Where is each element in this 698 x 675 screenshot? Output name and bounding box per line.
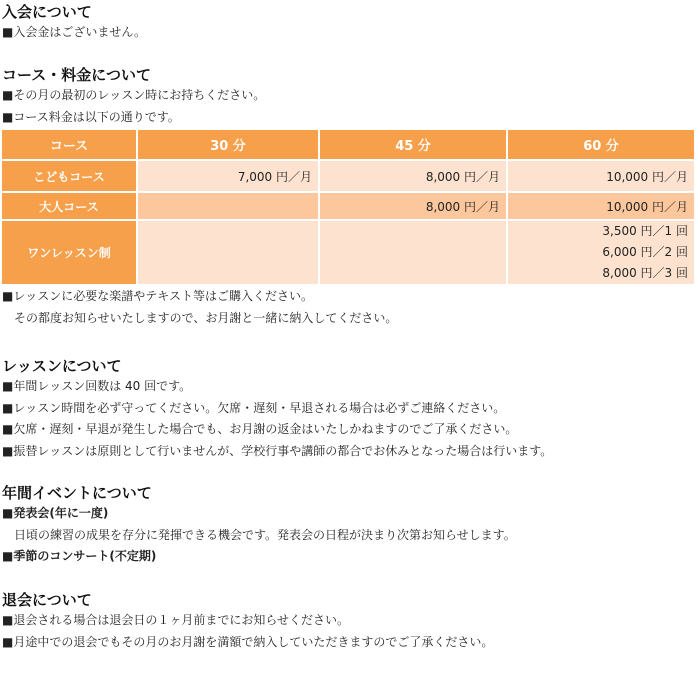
fee-table-row bbox=[2, 161, 694, 191]
section-title-lesson: レッスンについて bbox=[2, 357, 122, 375]
section-title-join: 入会について bbox=[2, 3, 92, 21]
course-name: こどもコース bbox=[2, 161, 136, 191]
lesson-line: ■欠席・遅刻・早退が発生した場合でも、お月謝の返金はいたしかねますのでご了承ください。 bbox=[2, 422, 518, 436]
fee-line: 3,500 円／1 回 bbox=[602, 224, 688, 238]
fee-line: 8,000 円／3 回 bbox=[602, 266, 688, 280]
fee-table-row bbox=[2, 221, 694, 284]
fee-table-header: コース bbox=[2, 130, 136, 159]
fee-cell: 8,000 円／月 bbox=[320, 193, 506, 219]
fee-cell bbox=[138, 221, 318, 284]
fee-table-header: 45 分 bbox=[320, 130, 506, 159]
course-intro-line: ■コース料金は以下の通りです。 bbox=[2, 109, 180, 124]
fee-cell bbox=[320, 221, 506, 284]
recital-title: ■発表会(年に一度) bbox=[2, 506, 109, 520]
fee-cell: 10,000 円／月 bbox=[508, 161, 694, 191]
course-name: 大人コース bbox=[2, 193, 136, 219]
fee-line: 6,000 円／2 回 bbox=[602, 245, 688, 259]
withdraw-line: ■月途中での退会でもその月のお月謝を満額で納入していただきますのでご了承ください。 bbox=[2, 634, 494, 649]
fee-cell: 8,000 円／月 bbox=[320, 161, 506, 191]
join-line: ■入会金はございません。 bbox=[2, 25, 147, 39]
fee-cell bbox=[138, 193, 318, 219]
lesson-line: ■年間レッスン回数は 40 回です。 bbox=[2, 379, 192, 393]
section-withdraw bbox=[2, 590, 493, 653]
course-note-line: ■レッスンに必要な楽譜やテキスト等はご購入ください。 bbox=[2, 289, 313, 303]
course-note-line: その都度お知らせいたしますので、お月謝と一緒に納入してください。 bbox=[14, 310, 398, 325]
section-title-withdraw: 退会について bbox=[2, 591, 92, 609]
fee-table-row bbox=[2, 193, 694, 219]
lesson-line: ■振替レッスンは原則として行いませんが、学校行事や講師の都合でお休みとなった場合は行います。 bbox=[2, 443, 553, 458]
concert-title: ■季節のコンサート(不定期) bbox=[2, 549, 157, 563]
fee-table-header: 30 分 bbox=[138, 130, 318, 159]
section-title-course: コース・料金について bbox=[2, 66, 151, 84]
fee-table bbox=[0, 128, 696, 286]
section-join bbox=[2, 2, 146, 44]
recital-text: 日頃の練習の成果を存分に発揮できる機会です。発表会の日程が決まり次第お知らせします。 bbox=[14, 527, 516, 542]
course-intro-line: ■その月の最初のレッスン時にお持ちください。 bbox=[2, 88, 266, 102]
lesson-line: ■レッスン時間を必ず守ってください。欠席・遅刻・早退される場合は必ずご連絡ください。 bbox=[2, 400, 506, 415]
course-name: ワンレッスン制 bbox=[2, 221, 136, 284]
section-course bbox=[2, 65, 696, 329]
withdraw-line: ■退会される場合は退会日の１ヶ月前までにお知らせください。 bbox=[2, 613, 349, 627]
fee-cell: 7,000 円／月 bbox=[138, 161, 318, 191]
section-title-event: 年間イベントについて bbox=[2, 484, 152, 502]
section-lesson bbox=[2, 356, 552, 462]
section-event bbox=[2, 483, 516, 568]
fee-table-header: 60 分 bbox=[508, 130, 694, 159]
fee-cell: 10,000 円／月 bbox=[508, 193, 694, 219]
fee-table-header-row bbox=[2, 130, 694, 159]
fee-cell bbox=[508, 221, 694, 284]
